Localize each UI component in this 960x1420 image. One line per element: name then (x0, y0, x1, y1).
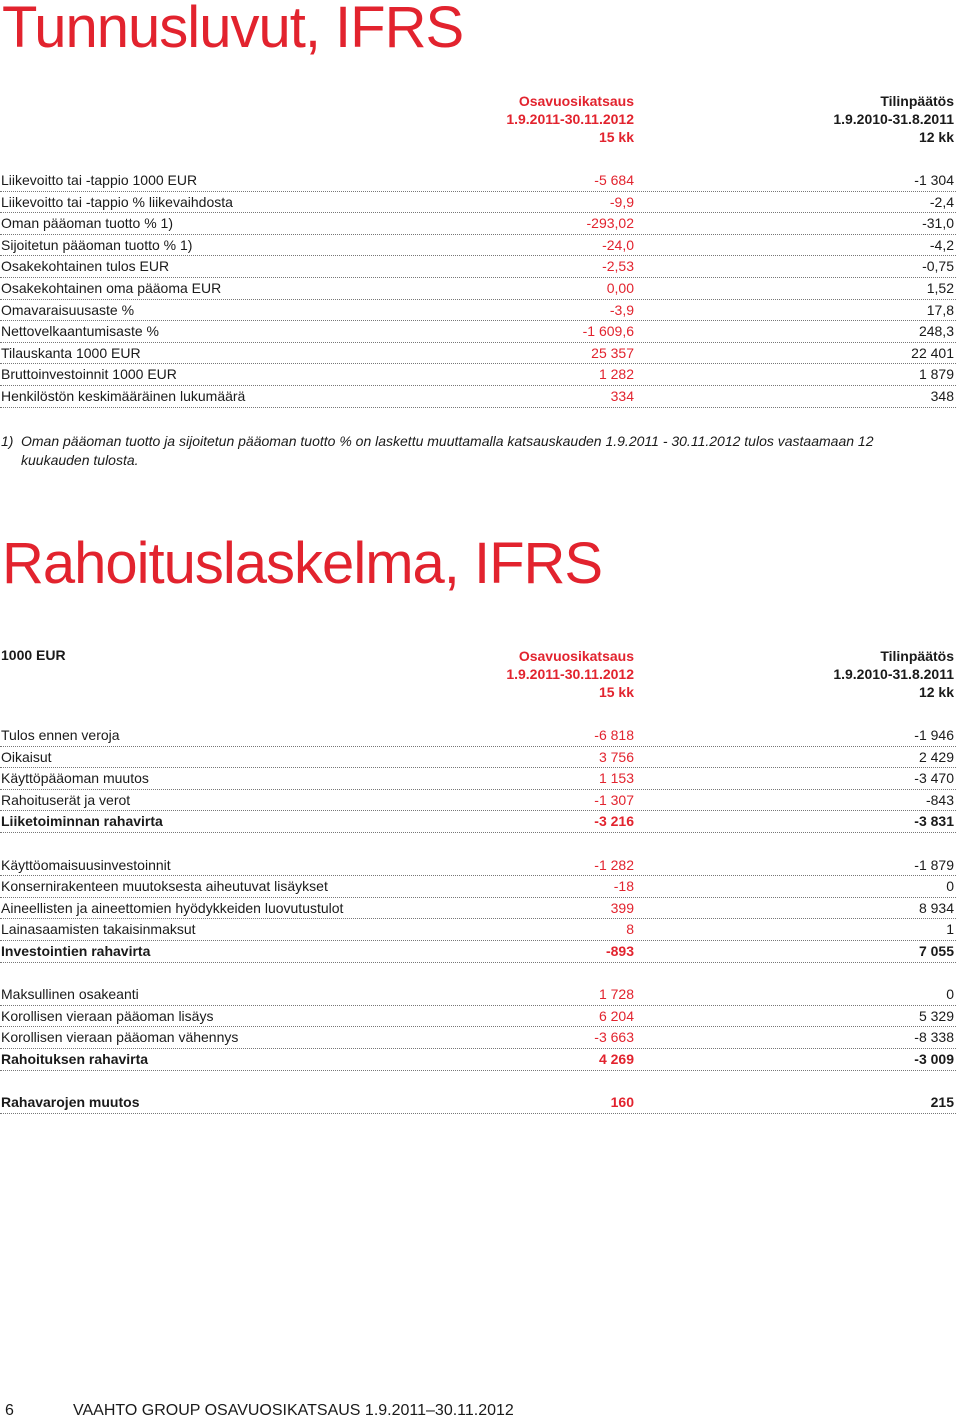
page-title: Tunnusluvut, IFRS (2, 0, 464, 60)
row-spacer (0, 963, 956, 985)
value-annual: -1 946 (914, 727, 954, 743)
value-annual: 248,3 (918, 323, 954, 340)
value-annual: -843 (925, 791, 954, 808)
value-interim: 0,00 (606, 279, 634, 296)
row-label: Korollisen vieraan pääoman vähennys (1, 1029, 239, 1046)
value-interim: 160 (610, 1094, 634, 1111)
period-header-interim (506, 647, 634, 701)
table-row (0, 725, 956, 747)
header-label: Tilinpäätös (880, 93, 954, 109)
value-interim: 3 756 (598, 748, 634, 765)
row-label: Tulos ennen veroja (1, 727, 120, 743)
table-row (0, 343, 956, 365)
row-label: Oikaisut (1, 748, 52, 765)
header-label: Osavuosikatsaus (518, 93, 634, 109)
row-label: Oman pääoman tuotto % 1) (1, 215, 173, 232)
table-row (0, 192, 956, 214)
table-row (0, 321, 956, 343)
row-label: Lainasaamisten takaisinmaksut (1, 921, 196, 938)
row-label: Nettovelkaantumisaste % (1, 323, 159, 340)
unit-label: 1000 EUR (1, 647, 66, 663)
row-label: Sijoitetun pääoman tuotto % 1) (1, 236, 193, 253)
header-label: Tilinpäätös (880, 648, 954, 664)
value-annual: 0 (946, 878, 954, 895)
row-label: Henkilöstön keskimääräinen lukumäärä (1, 387, 246, 404)
footer-text: VAAHTO GROUP OSAVUOSIKATSAUS 1.9.2011–30.11.2012 (73, 1402, 514, 1419)
value-interim: -3,9 (609, 301, 634, 318)
row-label: Tilauskanta 1000 EUR (1, 344, 141, 361)
value-annual: -2,4 (929, 193, 954, 210)
row-label: Rahavarojen muutos (1, 1094, 140, 1111)
footnote-marker: 1) (1, 433, 14, 449)
header-dates: 1.9.2010-31.8.2011 (833, 666, 954, 682)
table-row (0, 919, 956, 941)
table-row (0, 984, 956, 1006)
value-interim: 1 728 (598, 986, 634, 1003)
table-row (0, 1027, 956, 1049)
value-annual: -8 338 (914, 1029, 954, 1046)
header-length: 12 kk (918, 129, 954, 145)
value-annual: 8 934 (918, 899, 954, 916)
value-interim: -1 282 (594, 856, 634, 873)
value-interim: -1 609,6 (582, 323, 634, 340)
value-interim: -1 307 (594, 791, 634, 808)
row-spacer (0, 833, 956, 855)
row-label: Korollisen vieraan pääoman lisäys (1, 1007, 214, 1024)
table-row (0, 898, 956, 920)
value-annual: -3 009 (914, 1050, 954, 1067)
period-header-interim (506, 92, 634, 146)
value-annual: -31,0 (922, 215, 954, 232)
footnote-text: Oman pääoman tuotto ja sijoitetun pääoman tuotto % on laskettu muuttamalla katsauskauden 1.9.2011 - 30.11.2012 tulos vastaamaan 12 kuukauden tulosta. (21, 433, 874, 468)
table-row (0, 768, 956, 790)
table-row (0, 278, 956, 300)
table-row (0, 300, 956, 322)
table-row (0, 1049, 956, 1071)
header-length: 15 kk (598, 129, 634, 145)
row-label: Liikevoitto tai -tappio % liikevaihdosta (1, 193, 233, 210)
row-label: Osakekohtainen oma pääoma EUR (1, 279, 222, 296)
value-interim: 8 (626, 921, 634, 938)
key-figures-table (0, 170, 956, 408)
value-interim: 25 357 (591, 344, 634, 361)
table-row (0, 386, 956, 408)
row-label: Investointien rahavirta (1, 942, 151, 959)
row-spacer (0, 1071, 956, 1093)
value-annual: 17,8 (926, 301, 954, 318)
value-annual: -3 470 (914, 770, 954, 787)
table-row (0, 364, 956, 386)
header-dates: 1.9.2011-30.11.2012 (506, 666, 634, 682)
row-label: Käyttöomaisuusinvestoinnit (1, 856, 171, 873)
footnote (1, 432, 941, 470)
table-row (0, 876, 956, 898)
value-interim: -2,53 (602, 258, 634, 275)
row-label: Aineellisten ja aineettomien hyödykkeiden luovutustulot (1, 899, 344, 916)
section-title: Rahoituslaskelma, IFRS (2, 531, 603, 596)
value-interim: -293,02 (586, 215, 634, 232)
table-row (0, 213, 956, 235)
value-annual: 348 (930, 387, 954, 404)
value-interim: 399 (610, 899, 634, 916)
row-label: Liiketoiminnan rahavirta (1, 813, 163, 830)
value-annual: -0,75 (922, 258, 954, 275)
row-label: Maksullinen osakeanti (1, 986, 139, 1003)
value-annual: 215 (930, 1094, 954, 1111)
value-annual: 22 401 (911, 344, 954, 361)
value-interim: -9,9 (609, 193, 634, 210)
value-interim: -893 (605, 942, 634, 959)
value-interim: -6 818 (594, 727, 634, 743)
table-row (0, 256, 956, 278)
header-length: 15 kk (598, 684, 634, 700)
value-annual: 0 (946, 986, 954, 1003)
header-dates: 1.9.2011-30.11.2012 (506, 111, 634, 127)
header-label: Osavuosikatsaus (518, 648, 634, 664)
value-interim: 6 204 (598, 1007, 634, 1024)
page-number: 6 (5, 1402, 14, 1419)
row-label: Konsernirakenteen muutoksesta aiheutuvat lisäykset (1, 878, 328, 895)
value-interim: 4 269 (598, 1050, 634, 1067)
period-header-annual (833, 92, 954, 146)
value-annual: 7 055 (918, 942, 954, 959)
value-interim: 334 (610, 387, 634, 404)
value-interim: -24,0 (602, 236, 634, 253)
row-label: Bruttoinvestoinnit 1000 EUR (1, 366, 177, 383)
header-dates: 1.9.2010-31.8.2011 (833, 111, 954, 127)
value-interim: -3 663 (594, 1029, 634, 1046)
row-label: Rahoituserät ja verot (1, 791, 131, 808)
value-interim: 1 153 (598, 770, 634, 787)
row-label: Liikevoitto tai -tappio 1000 EUR (1, 172, 198, 188)
table-row (0, 941, 956, 963)
table-row (0, 1006, 956, 1028)
value-annual: -4,2 (929, 236, 954, 253)
value-annual: 1 879 (918, 366, 954, 383)
value-annual: 2 429 (918, 748, 954, 765)
value-interim: 1 282 (598, 366, 634, 383)
value-annual: 1 (946, 921, 954, 938)
row-label: Omavaraisuusaste % (1, 301, 135, 318)
header-length: 12 kk (918, 684, 954, 700)
value-interim: -3 216 (594, 813, 634, 830)
table-row (0, 1092, 956, 1114)
table-row (0, 747, 956, 769)
table-row (0, 811, 956, 833)
row-label: Rahoituksen rahavirta (1, 1050, 149, 1067)
value-annual: 5 329 (918, 1007, 954, 1024)
value-interim: -5 684 (594, 172, 634, 188)
table-row (0, 790, 956, 812)
period-header-annual (833, 647, 954, 701)
value-annual: -1 879 (914, 856, 954, 873)
value-interim: -18 (613, 878, 634, 895)
value-annual: 1,52 (926, 279, 954, 296)
table-row (0, 170, 956, 192)
row-label: Osakekohtainen tulos EUR (1, 258, 170, 275)
value-annual: -1 304 (914, 172, 954, 188)
cash-flow-table (0, 725, 956, 1114)
value-annual: -3 831 (914, 813, 954, 830)
table-row (0, 855, 956, 877)
table-row (0, 235, 956, 257)
row-label: Käyttöpääoman muutos (1, 770, 149, 787)
